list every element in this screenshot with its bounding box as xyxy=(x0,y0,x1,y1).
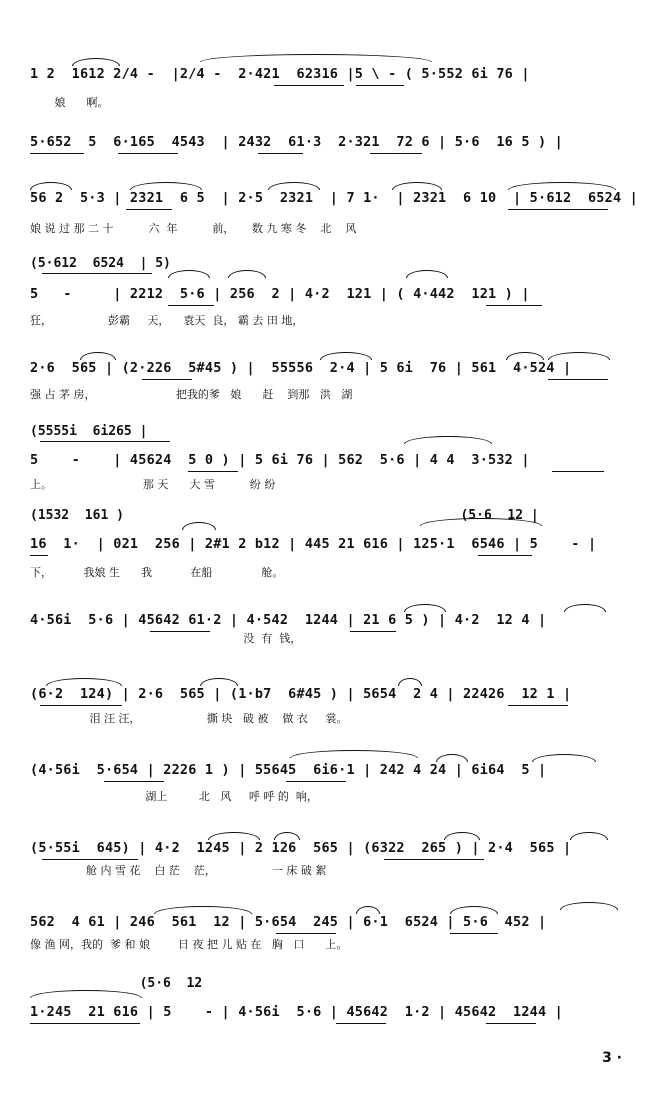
beam xyxy=(548,379,608,380)
lyrics-line: 下， 我娘 生 我 在船 舱。 xyxy=(30,566,284,579)
beam xyxy=(258,153,303,154)
tie xyxy=(200,54,432,62)
slur xyxy=(436,754,468,762)
beam xyxy=(30,555,48,556)
lyrics-line: 舱 内 雪 花 白 茫 茫， 一 床 破 絮 xyxy=(30,864,327,877)
beam xyxy=(450,933,498,934)
instrumental-line: (5·6 12 xyxy=(30,976,203,991)
beam xyxy=(42,859,138,860)
tie xyxy=(30,990,142,998)
notation-line: (4·56i 5·654 | 2226 1 ) | 55645 6i6·1 | 242 4 24 | 6i64 5 | xyxy=(30,762,547,778)
beam xyxy=(478,555,532,556)
lyrics-line: 像 渔 网，我的 爹 和 娘 日 夜 把 儿 贴 在 胸 口 上。 xyxy=(30,938,348,951)
slur xyxy=(508,182,616,190)
slur xyxy=(404,604,446,612)
notation-line: (6·2 124) | 2·6 565 | (1·b7 6#45 ) | 5654 2 4 | 22426 12 1 | xyxy=(30,686,572,702)
beam xyxy=(356,85,404,86)
notation-line: 5 - | 2212 5·6 | 256 2 | 4·2 121 | ( 4·442 121 ) | xyxy=(30,286,530,302)
notation-line: 16 1· | 021 256 | 2#1 2 b12 | 445 21 616 | 125·1 6546 | 5 - | xyxy=(30,536,597,552)
beam xyxy=(350,631,396,632)
notation-line: (5·55i 645) | 4·2 1245 | 2 126 565 | (6322 265 ) | 2·4 565 | xyxy=(30,840,572,856)
slur xyxy=(356,906,380,914)
instrumental-line: (5·612 6524 | 5) xyxy=(30,256,171,271)
slur xyxy=(80,352,116,360)
slur xyxy=(200,678,238,686)
slur xyxy=(274,832,300,840)
slur xyxy=(130,182,202,190)
beam xyxy=(508,209,608,210)
slur xyxy=(444,832,480,840)
lyrics-line: 娘 说 过 那 二 十 六 年 前， 数 九 寒 冬 北 风 xyxy=(30,222,357,235)
instrumental-line: (1532 161 ) (5·6 12 | xyxy=(30,508,539,523)
slur xyxy=(290,750,418,758)
beam xyxy=(274,85,344,86)
slur xyxy=(30,182,72,190)
slur xyxy=(228,270,266,278)
notation-line: 2·6 565 | (2·226 5#45 ) | 55556 2·4 | 5 6i 76 | 561 4·524 | xyxy=(30,360,572,376)
lyrics-line: 湖上 北 风 呼 呼 的 响， xyxy=(30,790,318,803)
beam xyxy=(188,471,238,472)
slur xyxy=(268,182,320,190)
slur xyxy=(182,522,216,530)
slur xyxy=(532,754,596,762)
slur xyxy=(398,678,422,686)
beam xyxy=(336,1023,386,1024)
beam xyxy=(142,379,192,380)
notation-line: 5·652 5 6·165 4543 | 2432 61·3 2·321 72 6 | 5·6 16 5 ) | xyxy=(30,134,563,150)
beam xyxy=(118,153,178,154)
beam xyxy=(384,859,484,860)
lyrics-line: 狂， 彭霸 天， 袁天 良， 霸 去 田 地， xyxy=(30,314,304,327)
slur xyxy=(72,58,120,66)
beam xyxy=(30,1023,140,1024)
slur xyxy=(548,352,610,360)
beam xyxy=(126,209,172,210)
beam xyxy=(42,273,152,274)
beam xyxy=(104,781,164,782)
notation-line: 56 2 5·3 | 2321 6 5 | 2·5 2321 | 7 1· | 2321 6 10 | 5·612 6524 | xyxy=(30,190,638,206)
lyrics-line: 上。 那 天 大 雪 纷 纷 xyxy=(30,478,276,491)
slur xyxy=(564,604,606,612)
notation-line: 4·56i 5·6 | 45642 61·2 | 4·542 1244 | 21 6 5 ) | 4·2 12 4 | xyxy=(30,612,547,628)
beam xyxy=(552,471,604,472)
slur xyxy=(320,352,372,360)
lyrics-line: 没 有 钱， xyxy=(30,632,302,645)
tie xyxy=(560,902,618,910)
slur xyxy=(154,906,252,914)
slur xyxy=(168,270,210,278)
slur xyxy=(46,678,122,686)
beam xyxy=(168,305,214,306)
slur xyxy=(404,436,492,444)
notation-line: 5 - | 45624 5 0 ) | 5 6i 76 | 562 5·6 | 4 4 3·532 | xyxy=(30,452,530,468)
lyrics-line: 娘 啊。 xyxy=(30,96,109,109)
slur xyxy=(392,182,442,190)
beam xyxy=(40,705,122,706)
notation-line: 1 2 1612 2/4 - |2/4 - 2·421 62316 |5 \ - ( 5·552 6i 76 | xyxy=(30,66,530,82)
beam xyxy=(508,705,568,706)
beam xyxy=(486,1023,536,1024)
beam xyxy=(486,305,542,306)
instrumental-line: (5555i 6i265 | xyxy=(30,424,148,439)
slur xyxy=(506,352,544,360)
notation-line: 562 4 61 | 246 561 12 | 5·654 245 | 6·1 6524 | 5·6 452 | xyxy=(30,914,547,930)
beam xyxy=(40,441,170,442)
beam xyxy=(286,781,346,782)
slur xyxy=(570,832,608,840)
beam xyxy=(276,933,336,934)
lyrics-line: 强 占 茅 房， 把我的爹 娘 赶 到那 洪 湖 xyxy=(30,388,353,401)
beam xyxy=(370,153,422,154)
slur xyxy=(406,270,448,278)
slur xyxy=(208,832,260,840)
page-number: 3 · xyxy=(602,1050,622,1066)
lyrics-line: 泪 汪 汪， 撕 块 破 被 做 衣 裳。 xyxy=(30,712,348,725)
beam xyxy=(30,153,84,154)
notation-line: 1·245 21 616 | 5 - | 4·56i 5·6 | 45642 1·2 | 45642 1244 | xyxy=(30,1004,563,1020)
slur xyxy=(450,906,498,914)
